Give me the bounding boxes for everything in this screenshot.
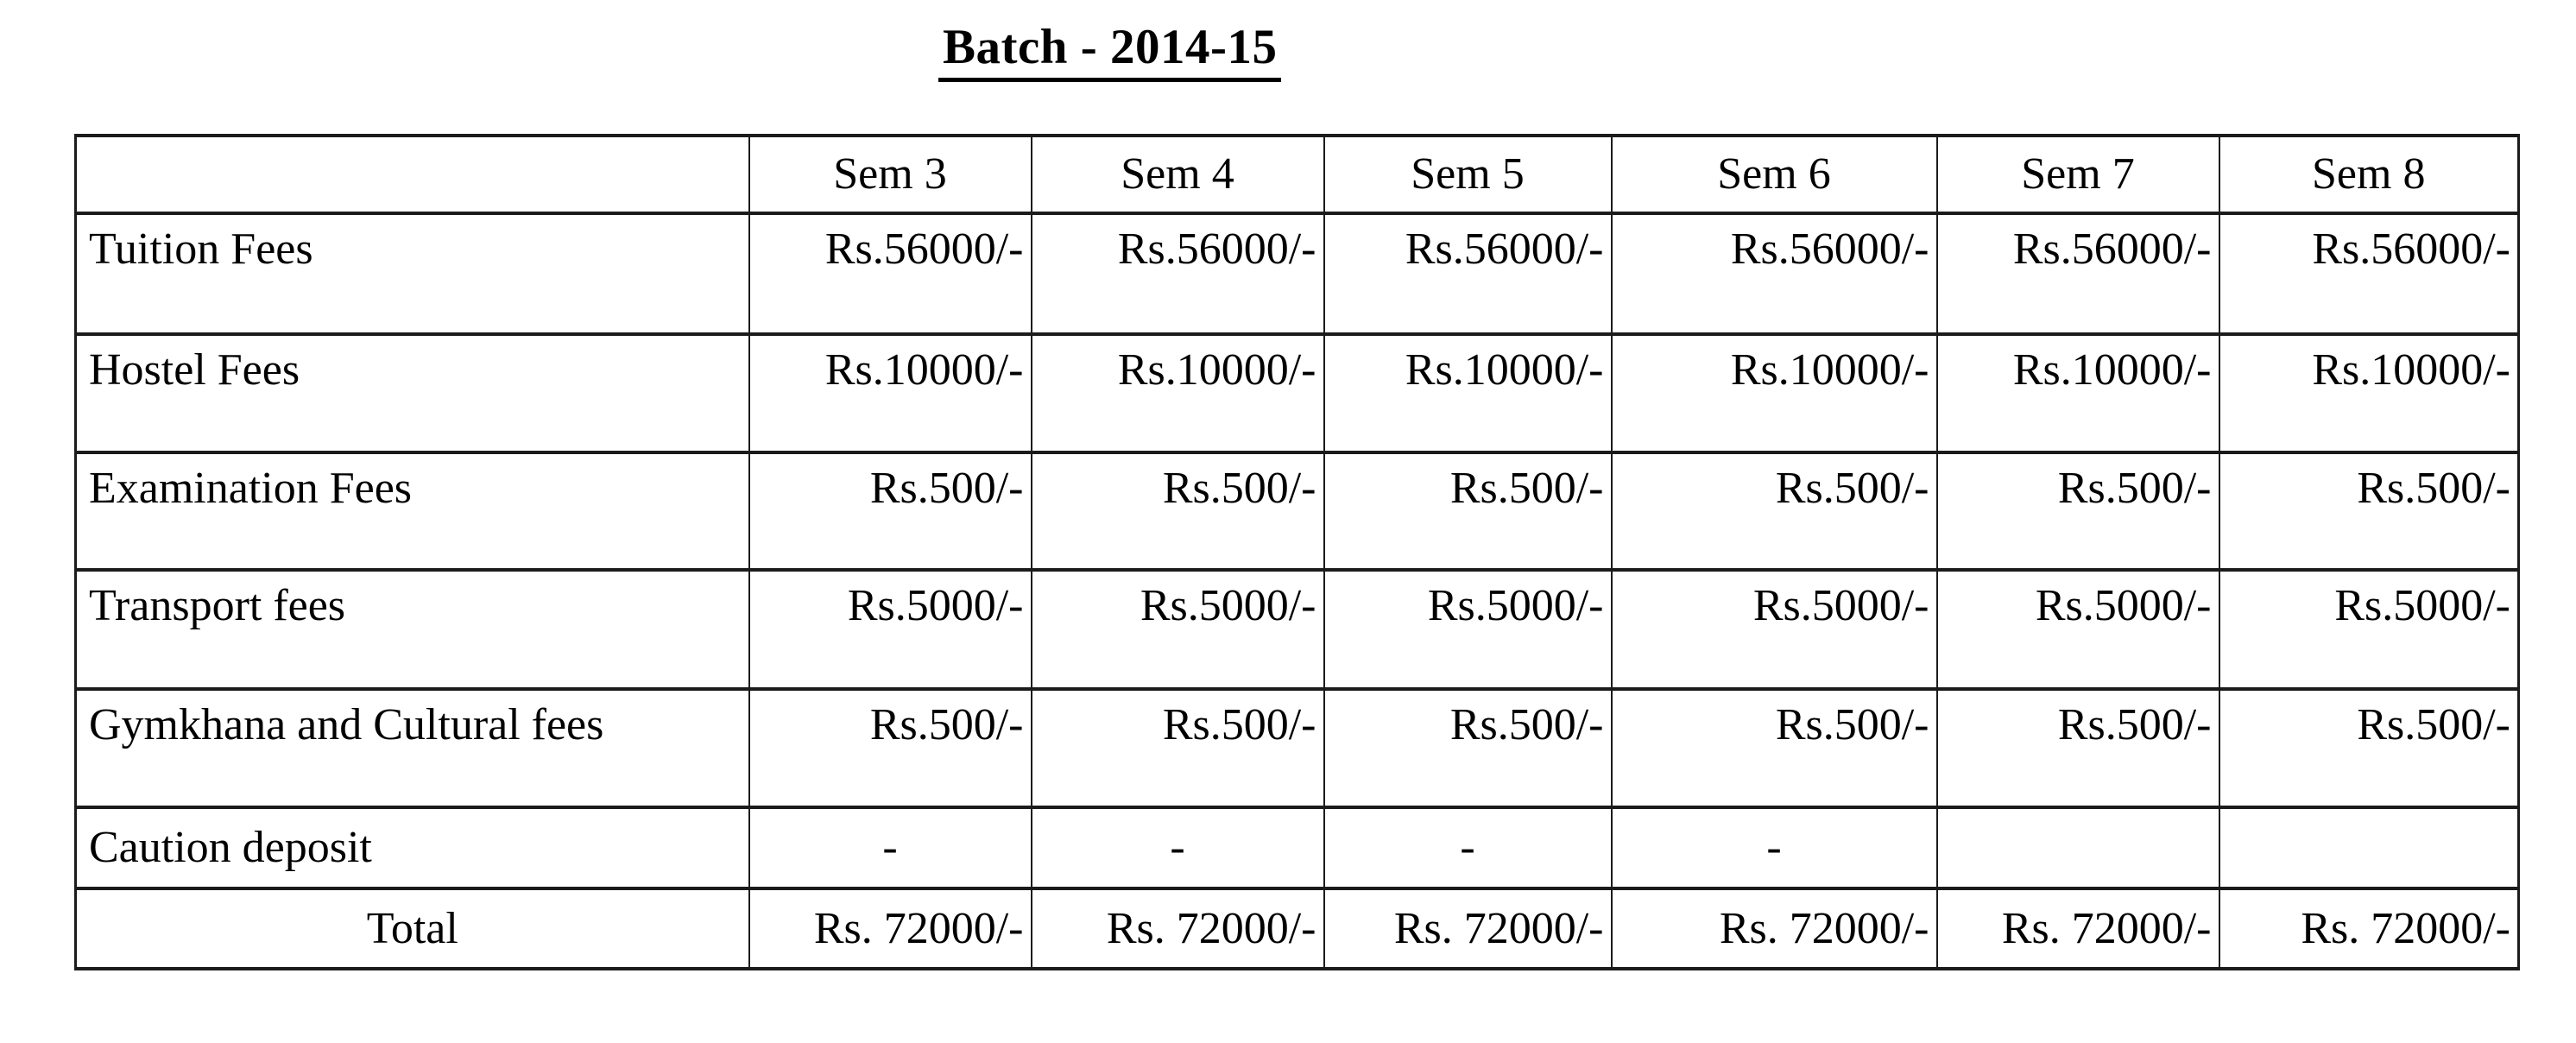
header-cell-sem3: Sem 3 [749,136,1032,213]
table-row-hostel-fees [76,334,2519,452]
table-row-examination-fees [76,452,2519,570]
table-row-gymkhana-cultural-fees [76,689,2519,807]
header-cell-sem5: Sem 5 [1324,136,1612,213]
cell-transport-sem3: Rs.5000/- [749,570,1032,689]
header-row [76,136,2519,213]
cell-transport-sem7: Rs.5000/- [1937,570,2219,689]
row-label-gymkhana-cultural-fees: Gymkhana and Cultural fees [76,689,749,807]
cell-tuition-sem8: Rs.56000/- [2219,213,2519,334]
cell-caution-sem5: - [1324,807,1612,888]
cell-transport-sem6: Rs.5000/- [1612,570,1937,689]
header-cell-blank [76,136,749,213]
cell-exam-sem6: Rs.500/- [1612,452,1937,570]
cell-transport-sem5: Rs.5000/- [1324,570,1612,689]
cell-gymkhana-sem4: Rs.500/- [1032,689,1324,807]
table-row-tuition-fees [76,213,2519,334]
cell-gymkhana-sem3: Rs.500/- [749,689,1032,807]
cell-gymkhana-sem5: Rs.500/- [1324,689,1612,807]
cell-caution-sem6: - [1612,807,1937,888]
table-row-total [76,888,2519,969]
cell-hostel-sem4: Rs.10000/- [1032,334,1324,452]
cell-exam-sem3: Rs.500/- [749,452,1032,570]
cell-caution-sem7 [1937,807,2219,888]
cell-total-sem4: Rs. 72000/- [1032,888,1324,969]
row-label-examination-fees: Examination Fees [76,452,749,570]
cell-caution-sem4: - [1032,807,1324,888]
cell-caution-sem3: - [749,807,1032,888]
cell-tuition-sem6: Rs.56000/- [1612,213,1937,334]
cell-exam-sem7: Rs.500/- [1937,452,2219,570]
cell-total-sem8: Rs. 72000/- [2219,888,2519,969]
cell-tuition-sem3: Rs.56000/- [749,213,1032,334]
row-label-hostel-fees: Hostel Fees [76,334,749,452]
cell-total-sem6: Rs. 72000/- [1612,888,1937,969]
cell-hostel-sem6: Rs.10000/- [1612,334,1937,452]
cell-hostel-sem5: Rs.10000/- [1324,334,1612,452]
cell-tuition-sem7: Rs.56000/- [1937,213,2219,334]
row-label-total: Total [76,888,749,969]
cell-hostel-sem7: Rs.10000/- [1937,334,2219,452]
cell-total-sem5: Rs. 72000/- [1324,888,1612,969]
cell-exam-sem5: Rs.500/- [1324,452,1612,570]
table-row-transport-fees [76,570,2519,689]
cell-tuition-sem4: Rs.56000/- [1032,213,1324,334]
header-cell-sem6: Sem 6 [1612,136,1937,213]
cell-gymkhana-sem7: Rs.500/- [1937,689,2219,807]
fees-table [74,134,2520,970]
cell-total-sem7: Rs. 72000/- [1937,888,2219,969]
cell-total-sem3: Rs. 72000/- [749,888,1032,969]
cell-hostel-sem3: Rs.10000/- [749,334,1032,452]
row-label-transport-fees: Transport fees [76,570,749,689]
cell-exam-sem8: Rs.500/- [2219,452,2519,570]
table-row-caution-deposit [76,807,2519,888]
header-cell-sem7: Sem 7 [1937,136,2219,213]
page-title: Batch - 2014-15 [938,21,1281,82]
cell-transport-sem4: Rs.5000/- [1032,570,1324,689]
row-label-caution-deposit: Caution deposit [76,807,749,888]
header-cell-sem4: Sem 4 [1032,136,1324,213]
header-cell-sem8: Sem 8 [2219,136,2519,213]
cell-caution-sem8 [2219,807,2519,888]
cell-gymkhana-sem6: Rs.500/- [1612,689,1937,807]
cell-exam-sem4: Rs.500/- [1032,452,1324,570]
cell-hostel-sem8: Rs.10000/- [2219,334,2519,452]
row-label-tuition-fees: Tuition Fees [76,213,749,334]
cell-transport-sem8: Rs.5000/- [2219,570,2519,689]
cell-tuition-sem5: Rs.56000/- [1324,213,1612,334]
cell-gymkhana-sem8: Rs.500/- [2219,689,2519,807]
